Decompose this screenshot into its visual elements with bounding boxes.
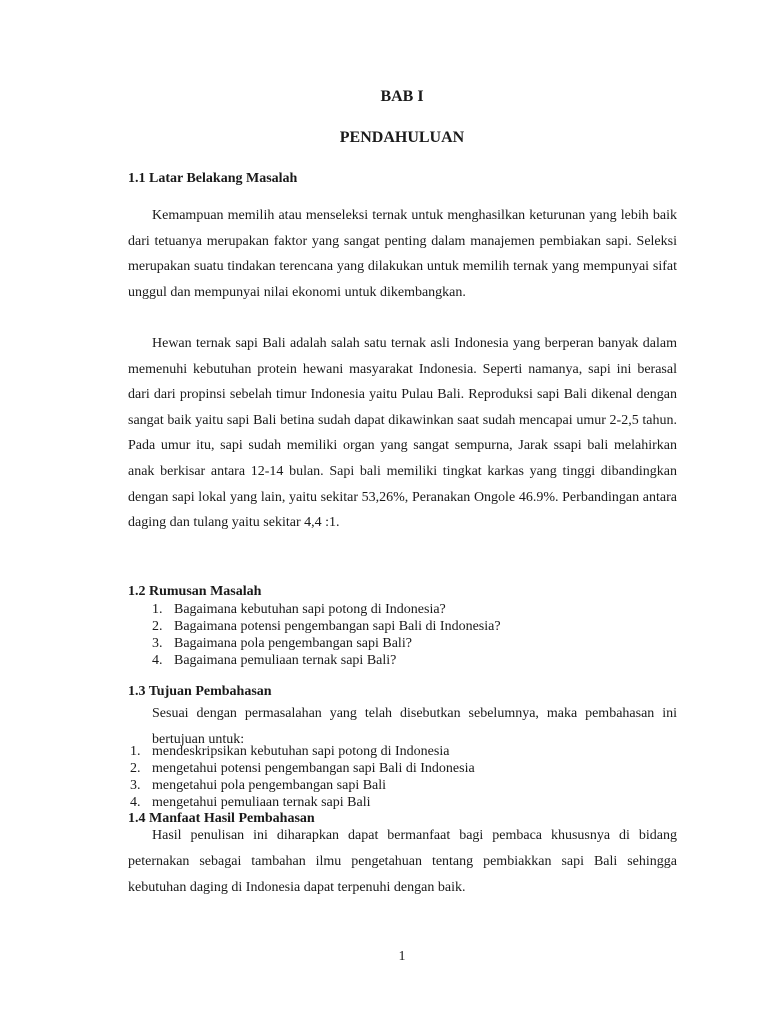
list-item: 4. mengetahui pemuliaan ternak sapi Bali: [130, 795, 371, 810]
chapter-title: PENDAHULUAN: [339, 129, 465, 146]
section-heading-1-2: 1.2 Rumusan Masalah: [128, 584, 262, 599]
list-item: 1. Bagaimana kebutuhan sapi potong di Indonesia?: [152, 602, 446, 617]
chapter-label: BAB I: [380, 88, 424, 105]
background-paragraph-2: Hewan ternak sapi Bali adalah salah satu ternak asli Indonesia yang berperan banyak dalam memenuhi kebutuhan protein hewani masyarakat Indonesia. Seperti namanya, sapi ini berasal dari dari propinsi sebelah timur Indonesia yaitu Pulau Bali. Reproduksi sapi Bali dikenal dengan sangat baik yaitu sapi Bali betina sudah dapat dikawinkan saat sudah mencapai umur 2-2,5 tahun. Pada umur itu, sapi sudah memiliki organ yang sangat sempurna, Jarak ssapi bali melahirkan anak berkisar antara 12-14 bulan. Sapi bali memiliki tingkat karkas yang tinggi dibandingkan dengan sapi lokal yang lain, yaitu sekitar 53,26%, Peranakan Ongole 46.9%. Perbandingan antara daging dan tulang yaitu sekitar 4,4 :1.: [128, 336, 677, 531]
section-heading-1-4: 1.4 Manfaat Hasil Pembahasan: [128, 811, 315, 826]
list-item: 3. mengetahui pola pengembangan sapi Bali: [130, 778, 387, 793]
section-heading-1-3: 1.3 Tujuan Pembahasan: [128, 684, 272, 699]
problem-list: [146, 601, 501, 669]
list-item: 3. Bagaimana pola pengembangan sapi Bali?: [152, 636, 412, 651]
list-item: 2. Bagaimana potensi pengembangan sapi Bali di Indonesia?: [152, 619, 501, 634]
background-paragraph-1: Kemampuan memilih atau menseleksi ternak untuk menghasilkan keturunan yang lebih baik dari tetuanya merupakan faktor yang sangat penting dalam manajemen pembiakan sapi. Seleksi merupakan suatu tindakan terencana yang dilakukan untuk memilih ternak yang mempunyai sifat unggul dan mempunyai nilai ekonomi untuk dikembangkan.: [128, 208, 677, 300]
purpose-intro: Sesuai dengan permasalahan yang telah disebutkan sebelumnya, maka pembahasan ini bertujuan untuk:: [152, 706, 677, 747]
list-item: 4. Bagaimana pemuliaan ternak sapi Bali?: [152, 653, 397, 668]
section-heading-1-1: 1.1 Latar Belakang Masalah: [128, 171, 298, 186]
list-item: 2. mengetahui potensi pengembangan sapi Bali di Indonesia: [130, 761, 475, 776]
benefit-paragraph: Hasil penulisan ini diharapkan dapat bermanfaat bagi pembaca khususnya di bidang peternakan sebagai tambahan ilmu pengetahuan tentang pembiakkan sapi Bali sehingga kebutuhan daging di Indonesia dapat terpenuhi dengan baik.: [128, 828, 677, 895]
list-item: 1. mendeskripsikan kebutuhan sapi potong di Indonesia: [130, 744, 450, 759]
purpose-list: [124, 743, 475, 811]
page-number: 1: [398, 949, 406, 964]
